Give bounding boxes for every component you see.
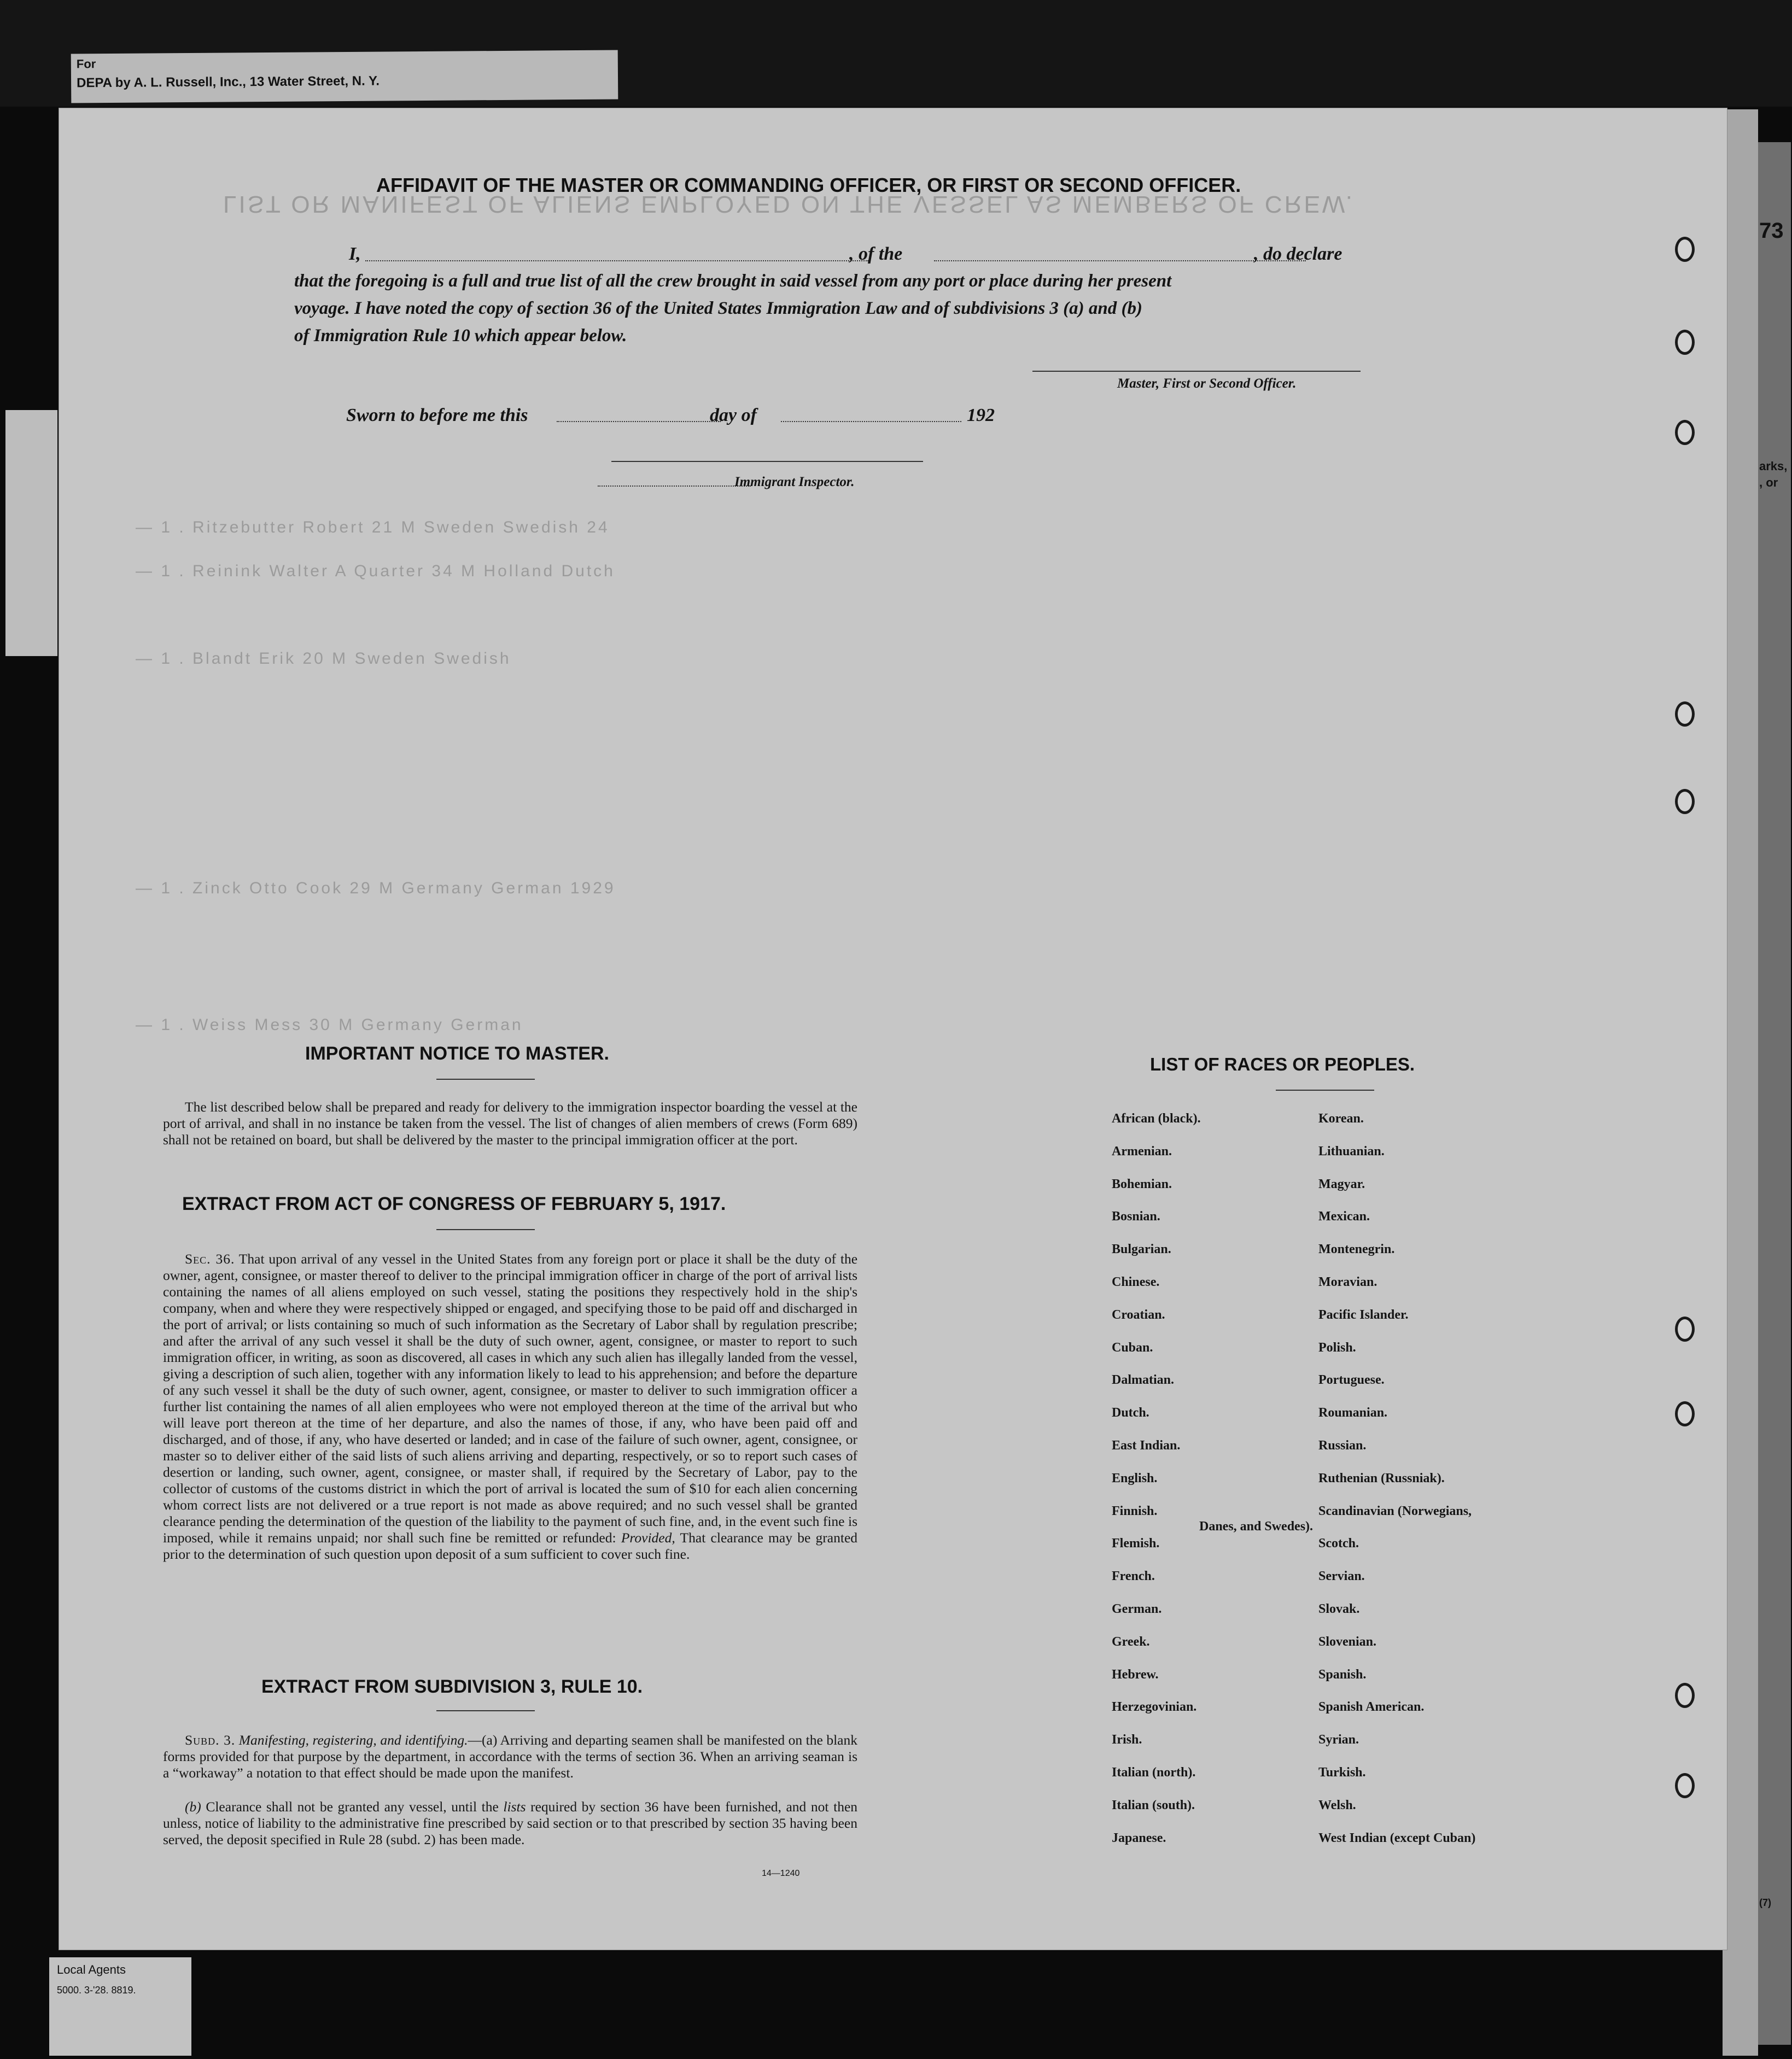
affidavit-name-line bbox=[365, 260, 868, 261]
para-a-text: Arriving and departing seamen shall be manifested on the blank forms provided for that purpose by the department, in accordance with the terms of section 36. When an arriving seaman is a “workaway” a notation to that effect should be made upon the manifest. bbox=[163, 1732, 858, 1781]
race-item: German. bbox=[1112, 1602, 1162, 1616]
officer-caption: Master, First or Second Officer. bbox=[1117, 376, 1297, 391]
race-item: Slovenian. bbox=[1318, 1634, 1377, 1649]
para-b-lists: lists bbox=[503, 1799, 526, 1815]
footer-strip bbox=[49, 1957, 191, 2056]
race-item: Dalmatian. bbox=[1112, 1373, 1174, 1388]
document-page bbox=[59, 108, 1727, 1950]
race-item: Irish. bbox=[1112, 1733, 1142, 1747]
race-item: Spanish. bbox=[1318, 1667, 1367, 1682]
binder-hole bbox=[1675, 237, 1695, 262]
race-item: Korean. bbox=[1318, 1112, 1364, 1126]
proviso-label: Provided, bbox=[621, 1530, 675, 1546]
race-item: Cuban. bbox=[1112, 1340, 1153, 1355]
race-item: West Indian (except Cuban) bbox=[1318, 1830, 1476, 1845]
race-item: Armenian. bbox=[1112, 1144, 1172, 1159]
race-item: Ruthenian (Russniak). bbox=[1318, 1471, 1445, 1485]
sworn-year: 192 bbox=[967, 405, 995, 425]
edge-label-remarks: arks, bbox=[1759, 459, 1788, 473]
sworn-text: Sworn to before me this bbox=[346, 405, 528, 425]
affidavit-title: AFFIDAVIT OF THE MASTER OR COMMANDING OFFICER, OR FIRST OR SECOND OFFICER. bbox=[376, 174, 1241, 196]
header-strip-line2: DEPA by A. L. Russell, Inc., 13 Water Street, N. Y. bbox=[76, 73, 380, 91]
race-item: Montenegrin. bbox=[1318, 1242, 1395, 1257]
inspector-caption: Immigrant Inspector. bbox=[734, 475, 855, 489]
race-item: Portuguese. bbox=[1318, 1373, 1385, 1388]
race-item: Herzegovinian. bbox=[1112, 1700, 1197, 1715]
race-item: Russian. bbox=[1318, 1438, 1367, 1453]
race-item: Italian (north). bbox=[1112, 1765, 1196, 1780]
race-item: Chinese. bbox=[1112, 1275, 1160, 1289]
para-a-label: (a) bbox=[482, 1732, 498, 1748]
subd-heading: Manifesting, registering, and identifying. bbox=[238, 1732, 468, 1748]
edge-label-page: (7) bbox=[1759, 1897, 1771, 1908]
races-title: LIST OF RACES OR PEOPLES. bbox=[1150, 1054, 1415, 1074]
edge-label-or: , or bbox=[1759, 476, 1778, 489]
proviso-text: That clearance may be granted prior to the determination of such question upon deposit of a sum sufficient to cover such fine. bbox=[163, 1530, 858, 1562]
rule-para-b bbox=[163, 1799, 857, 1848]
header-strip bbox=[71, 50, 618, 103]
race-item: Moravian. bbox=[1318, 1275, 1377, 1289]
binder-hole bbox=[1675, 789, 1695, 814]
race-item: Turkish. bbox=[1318, 1765, 1366, 1780]
form-number: 14—1240 bbox=[762, 1869, 800, 1878]
race-item: Welsh. bbox=[1318, 1798, 1356, 1812]
race-item: East Indian. bbox=[1112, 1438, 1181, 1453]
race-item: Servian. bbox=[1318, 1569, 1365, 1584]
race-item: Syrian. bbox=[1318, 1733, 1359, 1747]
binder-hole bbox=[1675, 420, 1695, 445]
race-item: Greek. bbox=[1112, 1634, 1150, 1649]
race-item: Pacific Islander. bbox=[1318, 1307, 1409, 1322]
affidavit-of-the: , of the bbox=[849, 244, 903, 264]
race-item: Polish. bbox=[1318, 1340, 1356, 1355]
title-rule bbox=[436, 1229, 535, 1230]
affidavit-vessel-line bbox=[934, 260, 1306, 261]
race-item: Slovak. bbox=[1318, 1602, 1360, 1616]
section-label: Sec. 36. bbox=[185, 1251, 235, 1267]
race-item: Finnish. bbox=[1112, 1504, 1158, 1518]
race-item: Dutch. bbox=[1112, 1406, 1149, 1420]
race-item: Flemish. bbox=[1112, 1536, 1160, 1551]
binder-hole bbox=[1675, 1401, 1695, 1426]
footer-strip-line1: Local Agents bbox=[57, 1963, 126, 1976]
footer-strip-line2: 5000. 3-'28. 8819. bbox=[57, 1985, 136, 1996]
bleed-through-row: — 1 . Reinink Walter A Quarter 34 M Holland Dutch bbox=[136, 562, 615, 580]
bleed-through-text: LIST OR MANIFEST OF ALIENS EMPLOYED ON THE VESSEL AS MEMBERS OF CREW. bbox=[223, 191, 1355, 218]
bleed-through-row: — 1 . Zinck Otto Cook 29 M Germany German 1929 bbox=[136, 879, 616, 897]
race-item: Magyar. bbox=[1318, 1177, 1365, 1191]
race-item: Lithuanian. bbox=[1318, 1144, 1385, 1159]
race-item: Hebrew. bbox=[1112, 1667, 1159, 1682]
underlying-page-far-right-edge bbox=[1758, 142, 1791, 2045]
race-item: Japanese. bbox=[1112, 1830, 1166, 1845]
sworn-month-line bbox=[781, 421, 961, 422]
edge-label-number: 73 bbox=[1759, 219, 1784, 243]
race-item: Roumanian. bbox=[1318, 1406, 1388, 1420]
race-item: Italian (south). bbox=[1112, 1798, 1195, 1812]
affidavit-do-declare: , do declare bbox=[1254, 244, 1342, 264]
race-item: Mexican. bbox=[1318, 1209, 1370, 1224]
race-item: Bulgarian. bbox=[1112, 1242, 1171, 1257]
race-item: African (black). bbox=[1112, 1112, 1201, 1126]
race-item: Bohemian. bbox=[1112, 1177, 1172, 1191]
important-notice-text: The list described below shall be prepared and ready for delivery to the immigration inspector boarding the vessel at the port of arrival, and shall in no instance be taken from the vessel. The list of changes of alien members of crews (Form 689) shall not be retained on board, but shall be delivered by the master to the principal immigration officer at the port. bbox=[163, 1099, 857, 1148]
affidavit-body-line1: that the foregoing is a full and true list of all the crew brought in said vessel from any port or place during her present bbox=[294, 271, 1172, 291]
binder-hole bbox=[1675, 1773, 1695, 1798]
title-rule bbox=[1276, 1090, 1374, 1091]
extract-rule-title: EXTRACT FROM SUBDIVISION 3, RULE 10. bbox=[261, 1676, 643, 1697]
race-item: Scandinavian (Norwegians, bbox=[1318, 1504, 1472, 1518]
bleed-through-row: — 1 . Blandt Erik 20 M Sweden Swedish bbox=[136, 650, 511, 668]
title-rule bbox=[436, 1710, 535, 1711]
inspector-dotted-line bbox=[598, 485, 751, 487]
affidavit-body-line2: voyage. I have noted the copy of section 36 of the United States Immigration Law and of subdivisions 3 (a) and (b) bbox=[294, 299, 1142, 318]
binder-hole bbox=[1675, 1317, 1695, 1342]
race-item: Spanish American. bbox=[1318, 1700, 1425, 1715]
section-36-text bbox=[163, 1251, 857, 1563]
underlying-page-right-edge bbox=[1723, 109, 1758, 2056]
race-item: Danes, and Swedes). bbox=[1199, 1519, 1314, 1534]
inspector-signature-line bbox=[611, 461, 923, 462]
race-item: English. bbox=[1112, 1471, 1158, 1485]
affidavit-i: I, bbox=[349, 244, 361, 264]
sworn-day-of: day of bbox=[710, 405, 757, 425]
bleed-through-row: — 1 . Weiss Mess 30 M Germany German bbox=[136, 1016, 523, 1034]
title-rule bbox=[436, 1079, 535, 1080]
para-b-text-2: required by section 36 have been furnished, and not then unless, notice of liability to the administrative fine prescribed by said section or to that prescribed by section 35 having been served, the deposit specified in Rule 28 (subd. 2) has been made. bbox=[163, 1799, 858, 1847]
extract-act-title: EXTRACT FROM ACT OF CONGRESS OF FEBRUARY 5, 1917. bbox=[182, 1194, 726, 1214]
subd-label: Subd. 3. bbox=[185, 1732, 236, 1748]
bleed-through-row: — 1 . Ritzebutter Robert 21 M Sweden Swedish 24 bbox=[136, 518, 610, 536]
affidavit-body-line3: of Immigration Rule 10 which appear below. bbox=[294, 326, 627, 346]
binder-hole bbox=[1675, 701, 1695, 727]
para-b-label: (b) bbox=[185, 1799, 201, 1815]
race-item: Croatian. bbox=[1112, 1307, 1165, 1322]
rule-para-a: Subd. 3. Manifesting, registering, and identifying.—(a) Arriving and departing seamen shall be manifested on the blank forms provided for that purpose by the department, in accordance with the terms of section 36. When an arriving seaman is a “workaway” a notation to that effect should be made upon the manifest. bbox=[163, 1732, 858, 1781]
binder-hole bbox=[1675, 330, 1695, 355]
race-item: Scotch. bbox=[1318, 1536, 1359, 1551]
section-36-body: That upon arrival of any vessel in the United States from any foreign port or place it shall be the duty of the owner, agent, consignee, or master thereof to deliver to the principal immigration officer in charge of the port of arrival lists containing the names of all aliens employed on such vessel, stating the positions they respectively hold in the ship's company, when and where they were respectively shipped or engaged, and specifying those to be paid off and discharged in the port of arrival; or lists containing so much of such information as the Secretary of Labor shall by regulation prescribe; and after the arrival of any such vessel it shall be the duty of such owner, agent, consignee, or master to report to such immigration officer, in writing, as soon as discovered, all cases in which any such alien has illegally landed from the vessel, giving a description of such alien, together with any information likely to lead to his apprehension; and before the departure of any such vessel it shall be the duty of such owner, agent, consignee, or master to deliver to such immigration officer a further list containing the names of all alien employees who were not employed thereon at the time of the arrival but who will leave port thereon at the time of her departure, and also the names of those, if any, who have been paid off and discharged, and of those, if any, who have deserted or landed; and in case of the failure of such owner, agent, consignee, or master so to deliver either of the said lists of such aliens arriving and departing, respectively, or so to report such cases of desertion or landing, such owner, agent, consignee, or master shall, if required by the Secretary of Labor, pay to the collector of customs of the customs district in which the port of arrival is located the sum of $10 for each alien concerning whom correct lists are not delivered or a true report is not made as above required; and no such vessel shall be granted clearance pending the determination of the question of the liability to the payment of such fine, and, in the event such fine is imposed, while it remains unpaid; nor shall such fine be remitted or refunded: bbox=[163, 1251, 858, 1546]
binder-hole bbox=[1675, 1683, 1695, 1708]
race-item: French. bbox=[1112, 1569, 1155, 1584]
important-notice-title: IMPORTANT NOTICE TO MASTER. bbox=[305, 1043, 609, 1064]
header-strip-line1: For bbox=[76, 57, 96, 71]
para-b-text-1: Clearance shall not be granted any vessel, until the bbox=[206, 1799, 499, 1815]
underlying-page-left-edge bbox=[5, 410, 57, 656]
officer-signature-line bbox=[1032, 371, 1361, 372]
sworn-day-line bbox=[557, 421, 721, 422]
race-item: Bosnian. bbox=[1112, 1209, 1160, 1224]
